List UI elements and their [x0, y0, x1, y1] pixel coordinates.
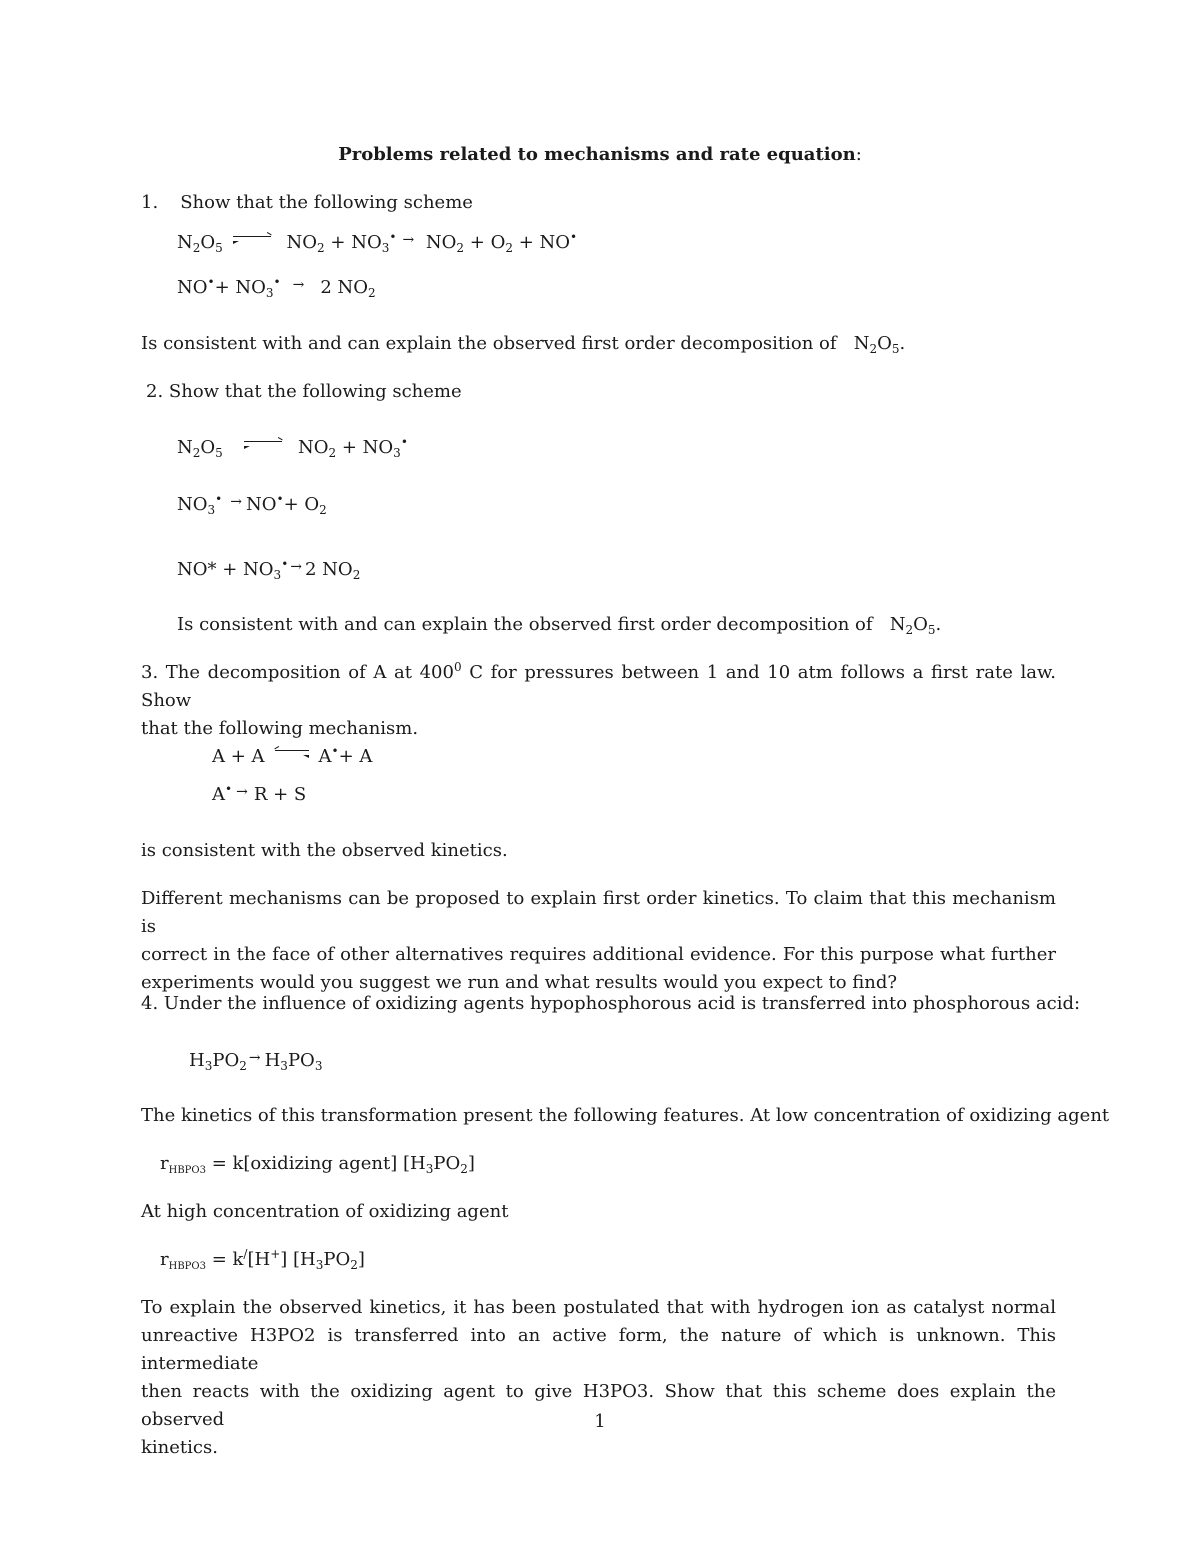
problem-1-equation-1: $N_2O_5$ $NO_2 + NO_3^• \to NO_2 + O_2 + NO^•$	[177, 226, 577, 257]
problem-2-equation-3: $NO* + NO_3^• \to 2$ $NO_2$	[177, 553, 360, 584]
problem-3-paragraph: Different mechanisms can be proposed to explain first order kinetics. To claim that this mechanism is correct in the face of other alternatives requires additional evidence. For this purpose what further experiments would you suggest we run and what results would you expect to find?	[141, 888, 1056, 993]
right-arrow-icon: →	[290, 559, 302, 575]
problem-3-equation-2: A• → R + S	[212, 778, 306, 809]
problem-1-equation-2: $NO^•+ NO_3^• \to 2$ $NO_2$	[177, 271, 376, 302]
right-arrow-icon: →	[248, 1050, 261, 1066]
problem-4-intro: 4. Under the influence of oxidizing agents hypophosphorous acid is transferred into phosphorous acid:	[141, 993, 1081, 1014]
problem-1-intro: 1. Show that the following scheme	[141, 192, 473, 213]
rate-law-low-concentration: $r_{HBPO3}$ = k[oxidizing agent] $[H_3PO_2]$	[160, 1153, 475, 1176]
problem-4-kinetics: The kinetics of this transformation present the following features. At low concentration of oxidizing agent	[141, 1105, 1110, 1126]
problem-3-after: is consistent with the observed kinetics.	[141, 840, 508, 861]
equilibrium-arrow-icon	[244, 437, 282, 451]
problem-4-paragraph: To explain the observed kinetics, it has been postulated that with hydrogen ion as catalyst normal unreactive H3PO2 is transferred into an active form, the nature of which is unknown. This intermediate then reacts with the oxidizing agent to give H3PO3. Show that this scheme does explain the observed kinetics.	[141, 1297, 1056, 1458]
equilibrium-arrow-icon	[233, 232, 271, 246]
page-title: Problems related to mechanisms and rate equation:	[338, 144, 862, 165]
problem-4-high-concentration: At high concentration of oxidizing agent	[141, 1201, 509, 1222]
problem-2-equation-2: $NO_3^• \to NO^•+ O_2$	[177, 488, 327, 519]
right-arrow-icon: →	[236, 784, 248, 800]
problem-2-intro: 2. Show that the following scheme	[146, 381, 462, 402]
right-arrow-icon: →	[402, 232, 415, 248]
rate-law-high-concentration: $r_{HBPO3} = k^/[H^+]$ $[H_3PO_2]$	[160, 1247, 365, 1272]
right-arrow-icon: →	[230, 494, 242, 510]
page-number: 1	[594, 1411, 606, 1432]
problem-2-equation-1: $N_2O_5$ $NO_2 + NO_3^•$	[177, 435, 408, 460]
problem-3-equation-1: A + A A•+ A	[212, 744, 373, 767]
problem-4-equation: $H_3PO_2 \to H_3PO_3$	[189, 1044, 322, 1075]
right-arrow-icon: →	[292, 277, 305, 293]
problem-2-conclusion: Is consistent with and can explain the observed first order decomposition of $N_2O_5$.	[177, 614, 942, 637]
equilibrium-arrow-icon	[275, 746, 309, 760]
problem-3-statement: 3. The decomposition of A at $400^0$ C for pressures between 1 and 10 atm follows a first rate law. Show that the following mechanism.	[141, 660, 1056, 739]
problem-1-conclusion: Is consistent with and can explain the observed first order decomposition of $N_2O_5$.	[141, 333, 906, 356]
